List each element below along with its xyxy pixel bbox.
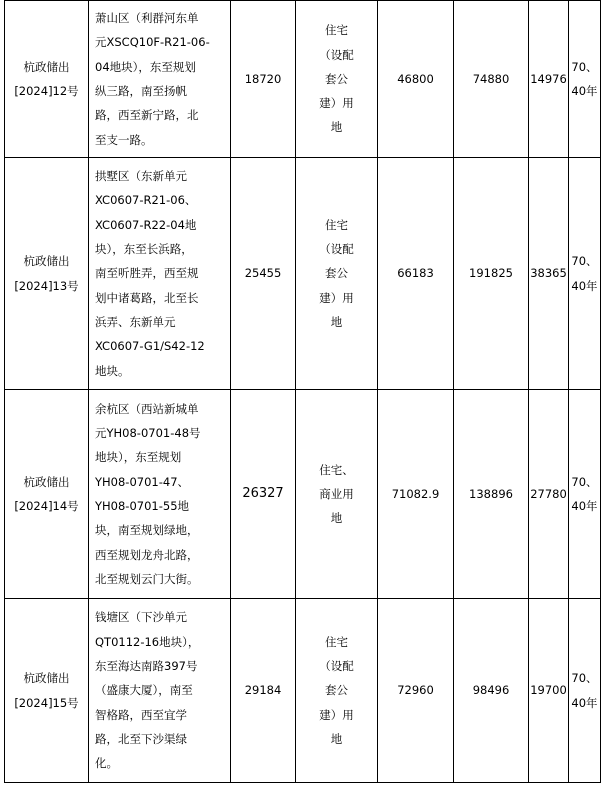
location-cell: 萧山区（利群河东单 元XSCQ10F-R21-06- 04地块），东至规划 纵三路，南至扬帆 路，西至新宁路，北 至支一路。 [89,1,231,158]
land-use-cell: 住宅、 商业用 地 [296,390,378,599]
value-cell-3: 38365 [529,158,569,390]
term-cell: 70、 40年 [569,599,601,783]
value-cell-3: 19700 [529,599,569,783]
location-cell: 钱塘区（下沙单元 QT0112-16地块）， 东至海达南路397号 （盛康大厦），南至 智格路，西至宜学 路，北至下沙渠绿 化。 [89,599,231,783]
area-cell: 29184 [231,599,296,783]
table-row [5,1,601,158]
parcel-id-cell: 杭政储出 [2024]14号 [5,390,89,599]
land-use-cell: 住宅 （设配 套公 建）用 地 [296,1,378,158]
value-cell-1: 71082.9 [378,390,454,599]
value-cell-1: 66183 [378,158,454,390]
value-cell-2: 191825 [454,158,529,390]
value-cell-2: 138896 [454,390,529,599]
value-cell-2: 74880 [454,1,529,158]
area-cell: 18720 [231,1,296,158]
parcel-id-cell: 杭政储出 [2024]15号 [5,599,89,783]
land-use-cell: 住宅 （设配 套公 建）用 地 [296,599,378,783]
value-cell-1: 46800 [378,1,454,158]
term-cell: 70、 40年 [569,390,601,599]
value-cell-2: 98496 [454,599,529,783]
land-use-cell: 住宅 （设配 套公 建）用 地 [296,158,378,390]
location-cell: 余杭区（西站新城单 元YH08-0701-48号 地块），东至规划 YH08-0701-47、 YH08-0701-55地 块，南至规划绿地， 西至规划龙舟北路， 北至规划云门大街。 [89,390,231,599]
land-parcel-table [4,0,601,783]
term-cell: 70、 40年 [569,158,601,390]
parcel-id-cell: 杭政储出 [2024]13号 [5,158,89,390]
parcel-id-cell: 杭政储出 [2024]12号 [5,1,89,158]
value-cell-3: 14976 [529,1,569,158]
table-row [5,599,601,783]
term-cell: 70、 40年 [569,1,601,158]
table-row [5,158,601,390]
value-cell-1: 72960 [378,599,454,783]
location-cell: 拱墅区（东新单元 XC0607-R21-06、 XC0607-R22-04地 块），东至长浜路， 南至听胜弄，西至规 划中诸葛路，北至长 浜弄、东新单元 XC0607-G1/S42-12 地块。 [89,158,231,390]
area-cell: 26327 [231,390,296,599]
table-row [5,390,601,599]
value-cell-3: 27780 [529,390,569,599]
area-cell: 25455 [231,158,296,390]
